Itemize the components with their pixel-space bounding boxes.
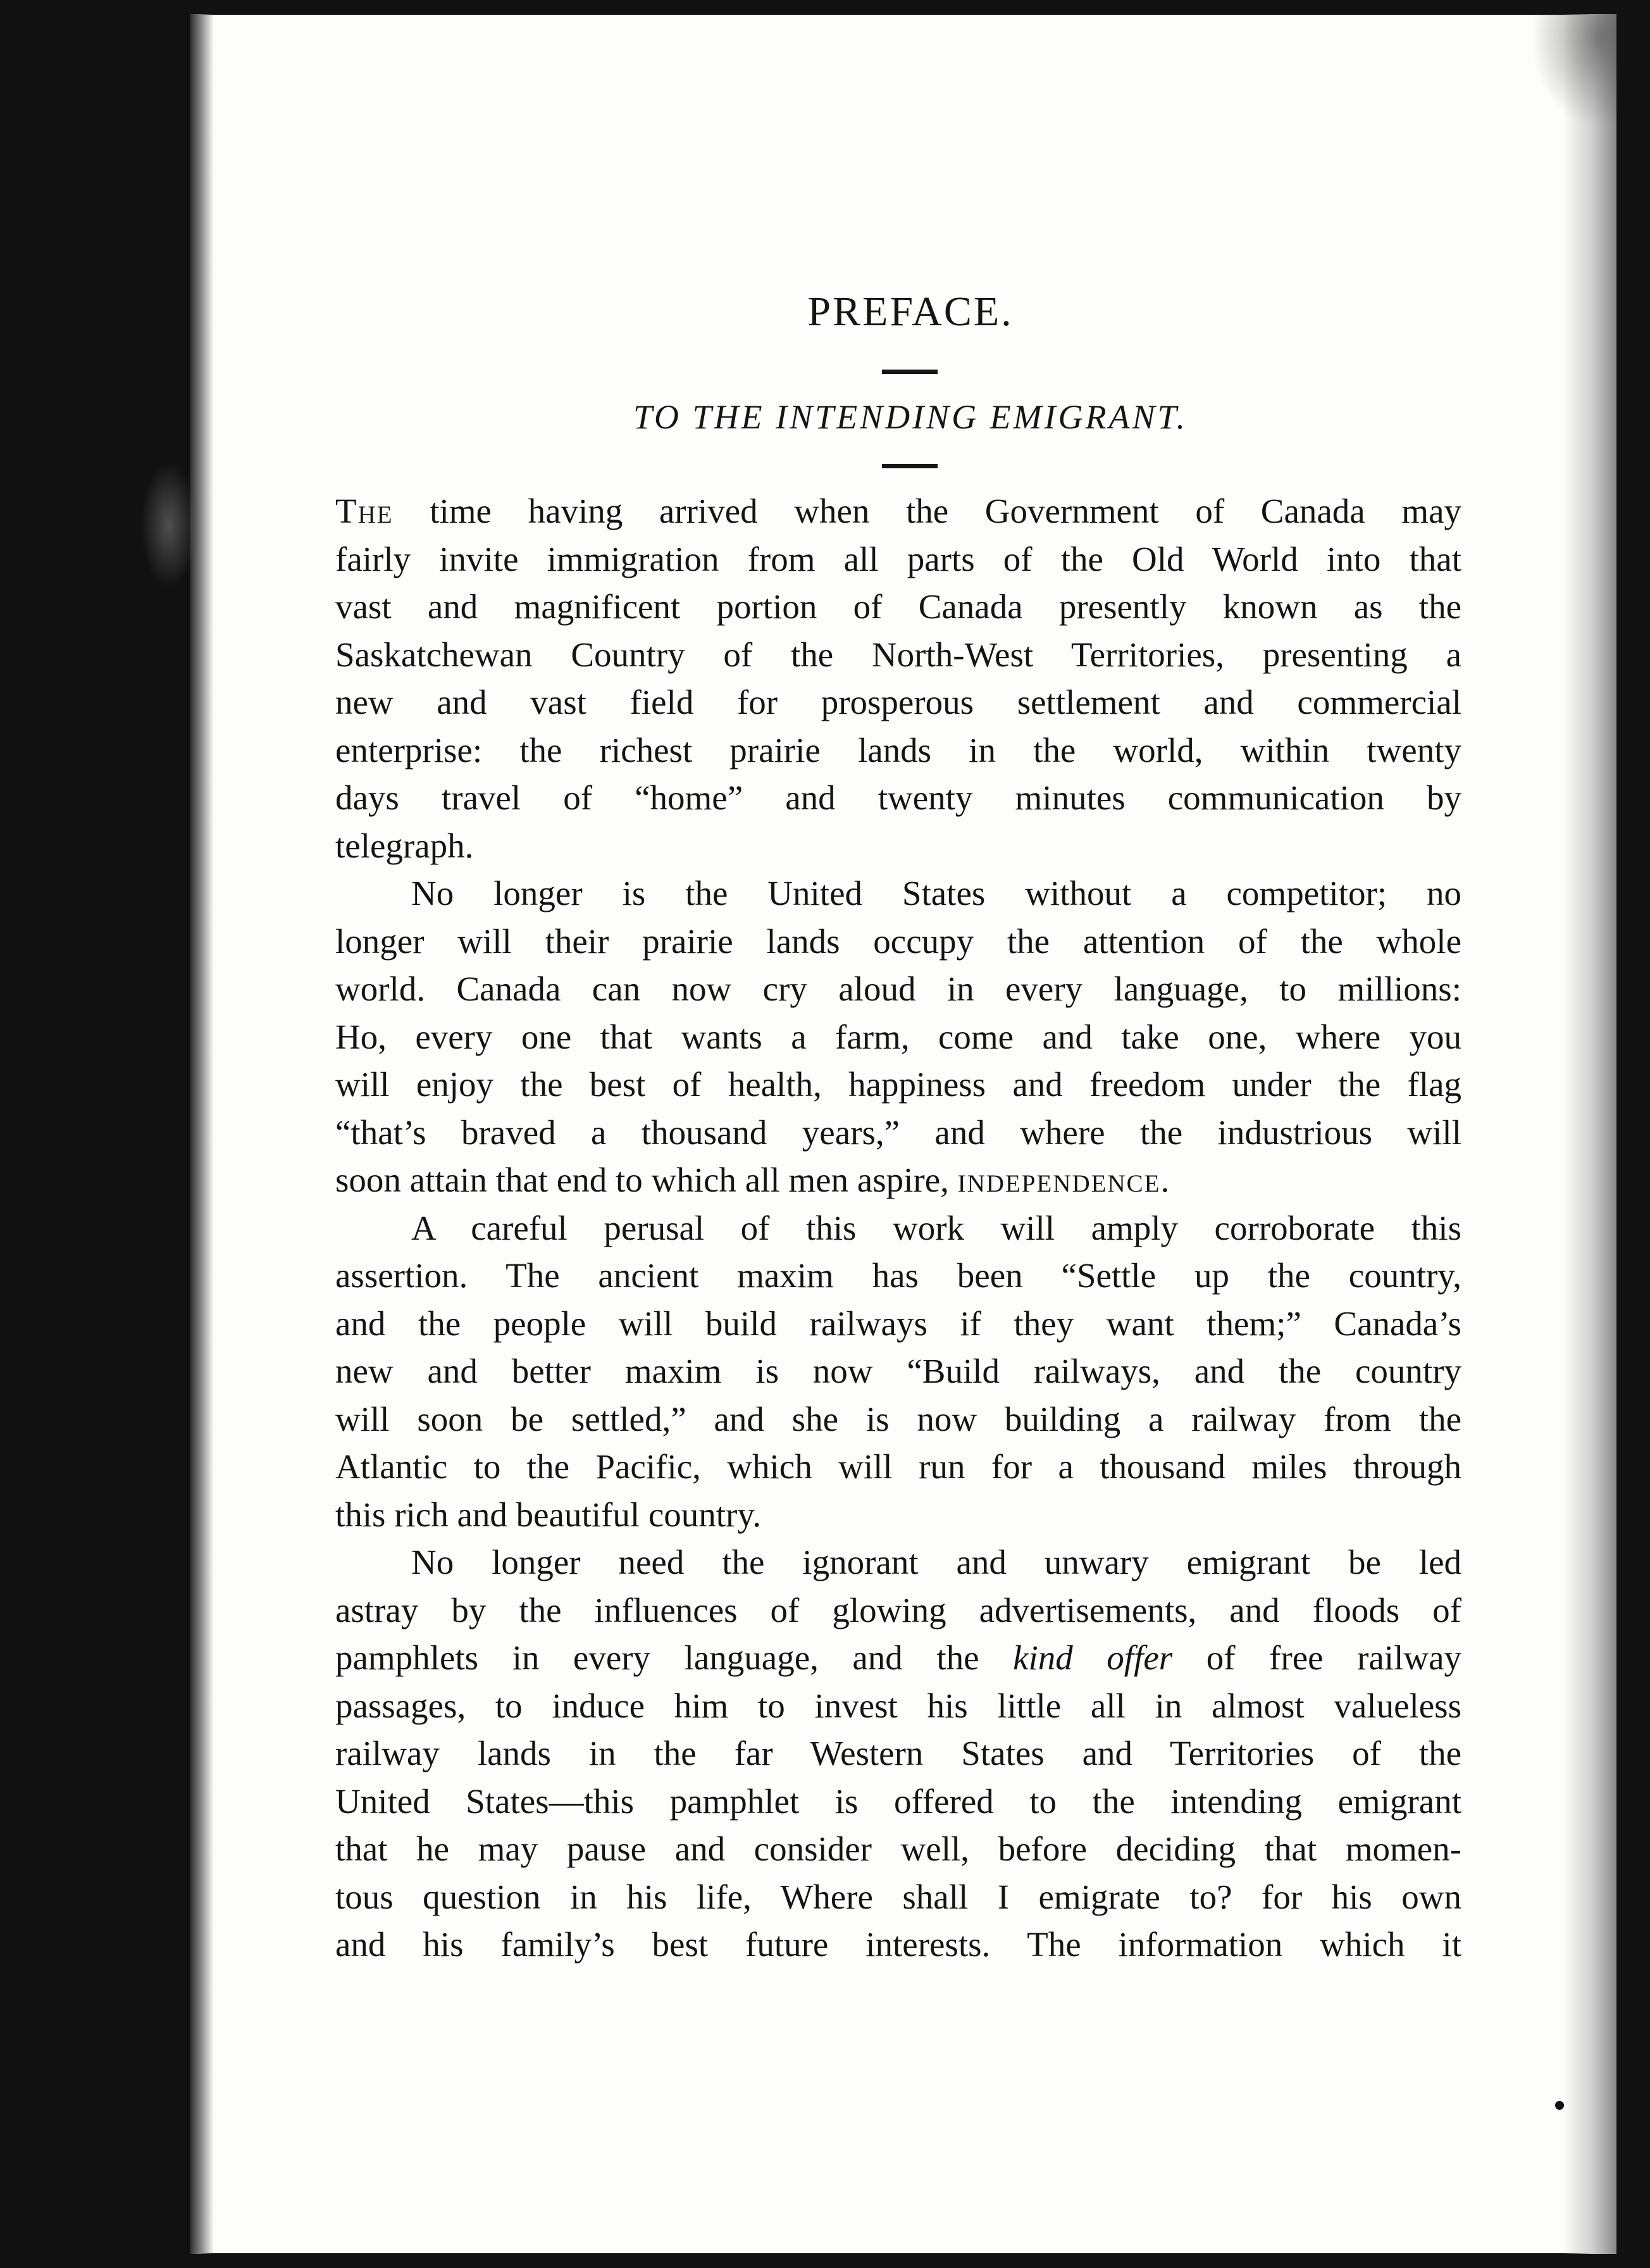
page-subtitle: TO THE INTENDING EMIGRANT. bbox=[633, 398, 1188, 436]
text-line: and his family’s best future interests. The information which it bbox=[335, 1925, 1461, 1964]
ink-speck bbox=[166, 1079, 171, 1098]
text-line: No longer need the ignorant and unwary emigrant be led bbox=[411, 1543, 1461, 1581]
text-line: astray by the influences of glowing advertisements, and floods of bbox=[335, 1590, 1461, 1629]
page-edge-shadow bbox=[1563, 14, 1616, 2254]
ink-speck bbox=[1555, 2101, 1564, 2110]
text-line: will soon be settled,” and she is now building a railway from the bbox=[335, 1399, 1461, 1438]
lead-word: The bbox=[335, 492, 394, 530]
text-line: world. Canada can now cry aloud in every language, to millions: bbox=[335, 969, 1461, 1008]
italic-phrase: kind offer bbox=[1013, 1638, 1173, 1677]
text-line: new and better maxim is now “Build railways, and the country bbox=[335, 1352, 1461, 1390]
text-line: days travel of “home” and twenty minutes communication by bbox=[335, 778, 1461, 817]
page-title: PREFACE. bbox=[807, 289, 1014, 335]
text-line: this rich and beautiful country. bbox=[335, 1495, 762, 1534]
ink-speck bbox=[170, 123, 177, 140]
text-line: Ho, every one that wants a farm, come and take one, where you bbox=[335, 1017, 1461, 1056]
text-line: United States—this pamphlet is offered to the intending emigrant bbox=[335, 1781, 1461, 1821]
text-line: Atlantic to the Pacific, which will run for a thousand miles through bbox=[335, 1447, 1461, 1486]
text-line: The time having arrived when the Government of Canada may bbox=[335, 492, 1461, 530]
binding-tear bbox=[140, 462, 197, 589]
text-line: and the people will build railways if they want them;” Canada’s bbox=[335, 1304, 1461, 1343]
text-line: passages, to induce him to invest his little all in almost valueless bbox=[335, 1686, 1461, 1725]
text-line: tous question in his life, Where shall I emigrate to? for his own bbox=[335, 1877, 1461, 1916]
gutter-shadow bbox=[190, 14, 214, 2254]
body-text bbox=[335, 487, 1461, 1969]
text-line: that he may pause and consider well, before deciding that momen- bbox=[335, 1829, 1461, 1868]
emphasis-word: independence. bbox=[957, 1161, 1171, 1199]
text-line: will enjoy the best of health, happiness and freedom under the flag bbox=[335, 1065, 1461, 1104]
text-line: enterprise: the richest prairie lands in the world, within twenty bbox=[335, 730, 1461, 770]
text-line: Saskatchewan Country of the North-West Territories, presenting a bbox=[335, 635, 1461, 674]
corner-smudge bbox=[1531, 14, 1616, 128]
text-line: “that’s braved a thousand years,” and where the industrious will bbox=[335, 1112, 1461, 1152]
subtitle-rule bbox=[882, 464, 938, 468]
text-line: A careful perusal of this work will amply corroborate this bbox=[411, 1208, 1461, 1247]
text-line: telegraph. bbox=[335, 826, 474, 865]
text-line: soon attain that end to which all men aspire, independence. bbox=[335, 1161, 1171, 1199]
title-rule bbox=[882, 370, 938, 374]
text-line: assertion. The ancient maxim has been “Settle up the country, bbox=[335, 1256, 1461, 1295]
text-line: fairly invite immigration from all parts of the Old World into that bbox=[335, 539, 1461, 578]
text-line: pamphlets in every language, and the kind offer of free railway bbox=[335, 1638, 1461, 1677]
text-line: new and vast field for prosperous settlement and commercial bbox=[335, 683, 1461, 721]
text-line: No longer is the United States without a competitor; no bbox=[411, 874, 1461, 913]
text-line: longer will their prairie lands occupy the attention of the whole bbox=[335, 921, 1461, 961]
text-line: vast and magnificent portion of Canada presently known as the bbox=[335, 587, 1461, 626]
text-line: railway lands in the far Western States and Territories of the bbox=[335, 1734, 1461, 1773]
